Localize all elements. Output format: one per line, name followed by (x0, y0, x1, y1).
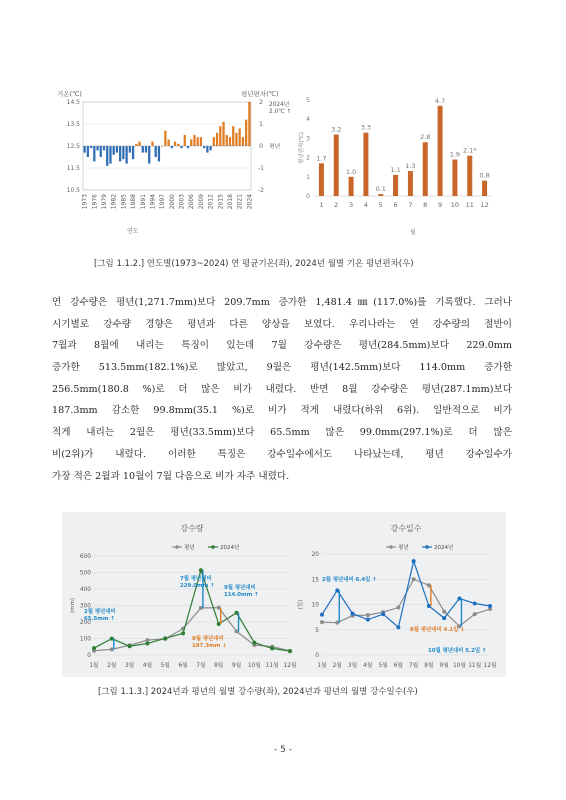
x-tick-label: 8 (423, 201, 428, 209)
chart-title: 강수량 (180, 524, 204, 533)
x-tick-label: 1973 (81, 194, 89, 210)
x-tick-label: 1월 (89, 663, 99, 669)
series-point (366, 613, 370, 617)
paragraph-line: 가장 적은 2월과 10월이 7월 다음으로 비가 자주 내렸다. (52, 470, 290, 482)
x-tick-label: 1월 (317, 663, 327, 669)
temperature-bar (206, 146, 208, 153)
temperature-bar (235, 133, 237, 146)
x-tick-label: 8월 (424, 663, 434, 669)
temperature-bar (158, 146, 160, 161)
anomaly-bar (393, 175, 398, 196)
legend-marker (175, 545, 179, 549)
series-point (128, 644, 132, 648)
x-tick-label: 3월 (347, 663, 358, 669)
series-point (320, 613, 324, 617)
y-axis-title: (mm) (70, 597, 76, 614)
series-point (145, 641, 149, 645)
x-tick-label: 2 (334, 201, 339, 209)
x-tick-label: 7 (408, 201, 413, 209)
temperature-bar (96, 146, 98, 150)
y-tick-label: 14.5 (66, 99, 80, 106)
temperature-bar (197, 137, 199, 146)
x-tick-label: 11월 (265, 663, 279, 669)
temperature-bar (239, 128, 241, 146)
temperature-bar (190, 139, 192, 146)
series-point (270, 646, 274, 650)
annotation-value: 229.0mm ↑ (180, 583, 215, 589)
x-tick-label: 2024 (246, 194, 254, 210)
annotation-label: 8월 평년대비 (192, 636, 224, 642)
temperature-bar (167, 139, 169, 146)
paragraph-line: 시기별로 강수량 경향은 평년과 다른 양상을 보였다. 우리나라는 연 강수량의 절반이 (52, 318, 512, 330)
temperature-bar (119, 146, 121, 161)
series-point (473, 601, 477, 605)
series-point (351, 612, 355, 616)
temperature-bar (174, 142, 176, 146)
x-tick-label: 1994 (149, 194, 157, 210)
temperature-bar (109, 146, 111, 164)
paragraph-line: 연 강수량은 평년(1,271.7mm)보다 209.7mm 증가한 1,481.4㎜(117.0%)를 기록했다. 그러나 (52, 297, 512, 308)
anomaly-bar (408, 171, 413, 196)
anomaly-bar (334, 135, 339, 196)
temperature-bar (87, 146, 89, 157)
y-tick-label: 4 (306, 116, 310, 124)
temperature-bar (138, 142, 140, 146)
paragraph-line: 256.5mm(180.8 %)로 더 많은 비가 내렸다. 반면 8월 강수량은 평년(287.1mm)보다 (52, 383, 512, 395)
series-point (412, 559, 416, 563)
annotation-label: 10월 평년대비 5.2일 ↑ (428, 648, 487, 654)
annotation-label: 2월 평년대비 (84, 609, 116, 615)
x-tick-label: 10 (450, 201, 460, 209)
series-point (412, 577, 416, 581)
temperature-bar (216, 133, 218, 146)
y-tick-label: 11.5 (66, 165, 80, 172)
precipitation-days-chart (294, 514, 504, 676)
x-tick-label: 8월 (214, 663, 224, 669)
x-tick-label: 6월 (393, 663, 404, 669)
anomaly-bar (482, 181, 487, 196)
x-tick-label: 1976 (91, 194, 99, 210)
y-tick-label: 0 (306, 193, 310, 200)
data-label: 1.1 (390, 165, 401, 174)
annotation-2024-value: 2.0℃ ↑ (269, 109, 292, 115)
data-label: 1.0 (345, 167, 357, 176)
x-tick-label: 7월 (408, 663, 419, 669)
body-paragraph (52, 292, 512, 487)
temperature-bar (151, 142, 153, 146)
series-point (473, 612, 477, 616)
y-tick-label: 500 (79, 570, 91, 577)
temperature-bar (229, 137, 231, 146)
x-tick-label: 5 (378, 201, 383, 209)
x-tick-label: 7월 (196, 663, 206, 669)
annotation-label: 7월 평년대비 (180, 576, 212, 582)
series-point (381, 612, 385, 616)
temperature-bar (171, 146, 173, 148)
temperature-bar (245, 120, 247, 146)
annotation-value: 187.3mm ↓ (192, 643, 227, 649)
series-line (322, 579, 490, 626)
series-point (396, 606, 400, 610)
y2-tick-label: -2 (258, 187, 264, 194)
annotation-value: 114.0mm ↑ (224, 592, 259, 598)
x-tick-label: 2015 (217, 194, 225, 210)
temperature-bar (187, 146, 189, 148)
x-tick-label: 2000 (168, 194, 176, 210)
temperature-bar (177, 144, 179, 146)
temperature-bar (232, 126, 234, 146)
series-point (442, 616, 446, 620)
x-tick-label: 6월 (178, 663, 188, 669)
series-point (366, 618, 370, 622)
x-tick-label: 1982 (110, 194, 118, 210)
y-tick-label: 300 (79, 603, 91, 610)
data-label: 0.1 (375, 185, 386, 194)
data-label: 1.7 (316, 154, 327, 163)
paragraph-line: 적게 내리는 2월은 평년(33.5mm)보다 65.5mm 많은 99.0mm(297.1%)로 더 많은 (52, 427, 512, 439)
x-tick-label: 5월 (378, 663, 388, 669)
x-tick-label: 2012 (207, 194, 215, 210)
precipitation-chart (64, 514, 297, 676)
annotation-normal: 평년 (269, 144, 281, 150)
annual-temperature-chart (55, 88, 292, 238)
x-axis-title: 연도 (127, 228, 139, 235)
x-tick-label: 3 (349, 201, 354, 209)
x-tick-label: 1985 (120, 194, 128, 210)
temperature-bar (213, 137, 215, 146)
y-tick-label: 600 (79, 554, 91, 560)
annotation-label: 8월 평년대비 4.1일 ↓ (410, 627, 465, 633)
annotation-label: 2월 평년대비 6.4일 ↑ (322, 577, 377, 583)
page-number: - 5 - (274, 745, 292, 755)
x-axis-title: 월 (410, 229, 416, 236)
x-tick-label: 1 (319, 201, 324, 209)
temperature-bar (184, 135, 186, 146)
y-axis-title: 기온(℃) (57, 90, 82, 98)
y-tick-label: 3 (306, 135, 310, 143)
anomaly-bar (467, 156, 472, 196)
x-tick-label: 4 (363, 201, 368, 209)
annotation-label: 9월 평년대비 (224, 585, 256, 591)
y-axis-title: (일) (298, 599, 304, 610)
temperature-bar (122, 146, 124, 159)
series-line (322, 561, 490, 627)
legend-marker (389, 545, 393, 549)
legend-label: 2024년 (434, 545, 454, 551)
temperature-bar (248, 102, 250, 146)
paragraph-line: 187.3mm 감소한 99.8mm(35.1 %)로 비가 적게 내렸다(하위 6위). 일반적으로 비가 (52, 405, 512, 417)
temperature-bar (103, 146, 105, 150)
x-tick-label: 12 (480, 201, 489, 209)
x-tick-label: 2009 (197, 194, 205, 210)
x-tick-label: 5월 (160, 663, 170, 669)
x-tick-label: 2021 (236, 194, 244, 210)
y-tick-label: 15 (311, 577, 319, 584)
data-label: 3.2 (331, 125, 342, 134)
temperature-bar (193, 135, 195, 146)
temperature-bar (142, 146, 144, 153)
temperature-bar (106, 146, 108, 166)
series-point (442, 610, 446, 614)
legend-marker (211, 545, 215, 549)
x-tick-label: 9월 (231, 663, 242, 669)
figure-caption-2: [그림 1.1.3.] 2024년과 평년의 월별 강수량(좌), 2024년과 평년의 월별 강수일수(우) (98, 687, 418, 697)
chart-title: 강수일수 (390, 524, 422, 533)
y2-tick-label: 2 (259, 99, 263, 106)
monthly-anomaly-chart (300, 88, 500, 238)
temperature-bar (116, 146, 118, 153)
x-tick-label: 12월 (483, 663, 497, 669)
x-tick-label: 2003 (178, 194, 186, 210)
temperature-bar (125, 146, 127, 164)
series-point (288, 649, 292, 653)
legend-label: 평년 (398, 545, 409, 551)
paragraph-line: 비(2위)가 내렸다. 이러한 특징은 강수일수에서도 나타났는데, 평년 강수일수가 (52, 448, 512, 460)
x-tick-label: 1991 (139, 194, 147, 210)
data-label: 1.3 (405, 162, 416, 171)
y2-tick-label: -1 (258, 165, 264, 172)
data-label: 0.8 (479, 171, 490, 180)
temperature-bar (209, 146, 211, 150)
temperature-bar (242, 137, 244, 146)
series-point (320, 620, 324, 624)
y2-axis-title: 평년편차(℃) (241, 90, 279, 98)
anomaly-bar (363, 133, 368, 196)
data-label: 2.8 (420, 133, 431, 142)
paragraph-line: 7월과 8월에 내리는 특징이 있는데 7월 강수량은 평년(284.5mm)보다 229.0mm (52, 340, 512, 352)
temperature-bar (90, 146, 92, 148)
anomaly-bar (319, 163, 324, 196)
temperature-bar (203, 146, 205, 148)
y-tick-label: 10.5 (66, 187, 80, 194)
data-label: 2.1* (462, 146, 477, 155)
temperature-bar (113, 146, 115, 155)
x-tick-label: 9월 (439, 663, 449, 669)
x-tick-label: 1997 (159, 194, 167, 210)
x-tick-label: 3월 (124, 663, 135, 669)
series-point (396, 625, 400, 629)
series-point (181, 631, 185, 635)
annotation-value: 65.5mm ↑ (84, 616, 115, 622)
series-point (163, 636, 167, 640)
y-tick-label: 10 (311, 602, 319, 609)
x-tick-label: 12월 (283, 663, 297, 669)
temperature-bar (100, 146, 102, 157)
annotation-2024: 2024년 (269, 102, 290, 108)
anomaly-bar (378, 194, 383, 196)
data-label: 3.3 (360, 123, 372, 132)
temperature-bar (83, 146, 85, 153)
series-point (252, 641, 256, 645)
anomaly-bar (423, 142, 428, 196)
x-tick-label: 4월 (142, 663, 153, 669)
x-tick-label: 6 (393, 201, 398, 209)
y-tick-label: 12.5 (66, 143, 80, 150)
anomaly-bar (438, 106, 443, 196)
temperature-bar (132, 146, 134, 159)
x-tick-label: 2월 (332, 663, 342, 669)
y-tick-label: 100 (79, 636, 91, 643)
x-tick-label: 2월 (107, 663, 117, 669)
temperature-bar (219, 126, 221, 146)
anomaly-bar (452, 160, 457, 196)
temperature-bar (145, 146, 147, 153)
y-tick-label: 1 (306, 173, 310, 181)
temperature-bar (155, 146, 157, 157)
y2-tick-label: 1 (259, 121, 263, 128)
temperature-bar (164, 131, 166, 146)
x-tick-label: 1988 (130, 194, 138, 210)
figure-caption-1: [그림 1.1.2.] 연도별(1973~2024) 연 평균기온(좌), 2024년 월별 기온 평년편차(우) (94, 259, 414, 269)
legend-marker (425, 545, 429, 549)
y-tick-label: 2 (306, 154, 310, 162)
x-tick-label: 2018 (227, 194, 234, 210)
y-axis-title: 평년편차(℃) (299, 132, 305, 164)
legend-label: 평년 (184, 545, 195, 551)
paragraph-line: 증가한 513.5mm(182.1%)로 많았고, 9월은 평년(142.5mm)보다 114.0mm 증가한 (52, 362, 512, 374)
y-tick-label: 5 (306, 97, 310, 104)
series-point (488, 604, 492, 608)
legend-label: 2024년 (220, 545, 240, 551)
anomaly-bar (349, 177, 354, 196)
temperature-bar (93, 146, 95, 161)
y-tick-label: 20 (311, 552, 319, 558)
x-tick-label: 10월 (247, 663, 261, 669)
y-tick-label: 13.5 (66, 121, 80, 128)
y-tick-label: 400 (79, 587, 91, 593)
y-tick-label: 200 (79, 620, 91, 626)
x-tick-label: 10월 (452, 663, 466, 669)
x-tick-label: 9 (438, 201, 443, 209)
temperature-bar (129, 146, 131, 153)
x-tick-label: 2006 (188, 194, 196, 210)
x-tick-label: 4월 (363, 663, 373, 669)
series-point (92, 646, 96, 650)
data-label: 1.9 (449, 150, 461, 159)
temperature-bar (222, 122, 224, 146)
x-tick-label: 11월 (468, 663, 482, 669)
data-label: 4.7 (434, 96, 446, 105)
temperature-bar (226, 135, 228, 146)
y-tick-label: 0 (87, 653, 91, 659)
temperature-bar (148, 146, 150, 164)
temperature-bar (180, 146, 182, 148)
x-tick-label: 1979 (101, 194, 108, 210)
temperature-bar (200, 137, 202, 146)
temperature-bar (135, 144, 137, 146)
y2-tick-label: 0 (259, 143, 263, 150)
y-tick-label: 5 (315, 627, 319, 634)
x-tick-label: 11 (465, 201, 474, 209)
y-tick-label: 0 (315, 653, 319, 659)
